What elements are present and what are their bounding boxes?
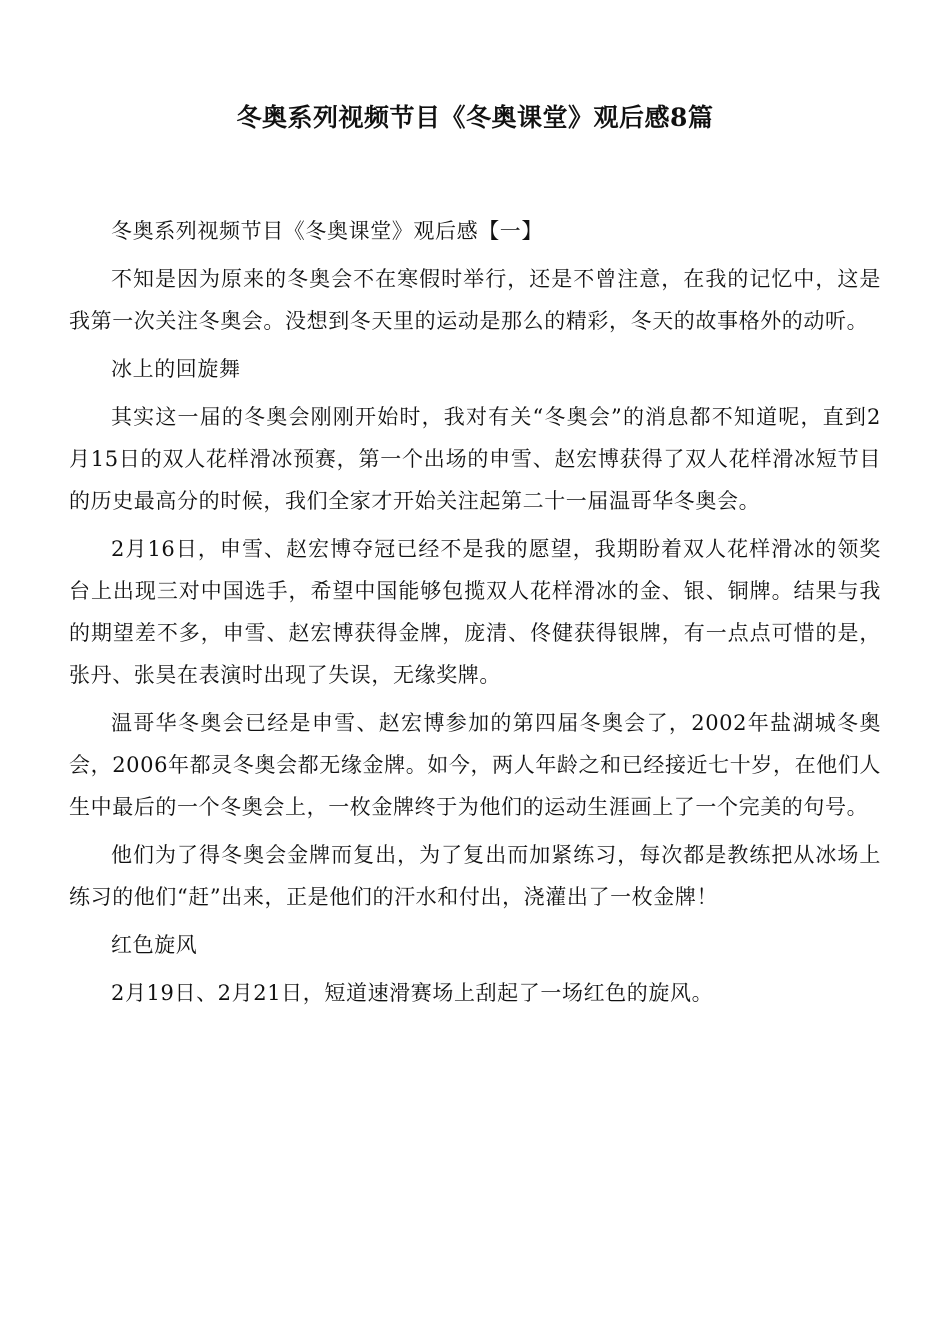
paragraph: 不知是因为原来的冬奥会不在寒假时举行，还是不曾注意，在我的记忆中，这是我第一次关注冬奥会。没想到冬天里的运动是那么的精彩，冬天的故事格外的动听。 — [69, 267, 881, 333]
subheading-ice-dance: 冰上的回旋舞 — [111, 357, 241, 381]
document-title: 冬奥系列视频节目《冬奥课堂》观后感8篇 — [236, 103, 714, 132]
paragraph: 2月19日、2月21日，短道速滑赛场上刮起了一场红色的旋风。 — [111, 981, 714, 1005]
section-heading-one: 冬奥系列视频节目《冬奥课堂》观后感【一】 — [111, 219, 543, 243]
paragraph: 其实这一届的冬奥会刚刚开始时，我对有关“冬奥会”的消息都不知道呢，直到2月15日的双人花样滑冰预赛，第一个出场的申雪、赵宏博获得了双人花样滑冰短节目的历史最高分的时候，我们全家才开始关注起第二十一届温哥华冬奥会。 — [69, 405, 881, 513]
subheading-red-whirlwind: 红色旋风 — [111, 933, 198, 957]
paragraph: 温哥华冬奥会已经是申雪、赵宏博参加的第四届冬奥会了，2002年盐湖城冬奥会，2006年都灵冬奥会都无缘金牌。如今，两人年龄之和已经接近七十岁，在他们人生中最后的一个冬奥会上，一枚金牌终于为他们的运动生涯画上了一个完美的句号。 — [69, 711, 881, 819]
paragraph: 他们为了得冬奥会金牌而复出，为了复出而加紧练习，每次都是教练把从冰场上练习的他们“赶”出来，正是他们的汗水和付出，浇灌出了一枚金牌！ — [69, 843, 881, 909]
document-body — [69, 210, 881, 1020]
paragraph: 2月16日，申雪、赵宏博夺冠已经不是我的愿望，我期盼着双人花样滑冰的领奖台上出现三对中国选手，希望中国能够包揽双人花样滑冰的金、银、铜牌。结果与我的期望差不多，申雪、赵宏博获得金牌，庞清、佟健获得银牌，有一点点可惜的是，张丹、张昊在表演时出现了失误，无缘奖牌。 — [69, 537, 881, 687]
